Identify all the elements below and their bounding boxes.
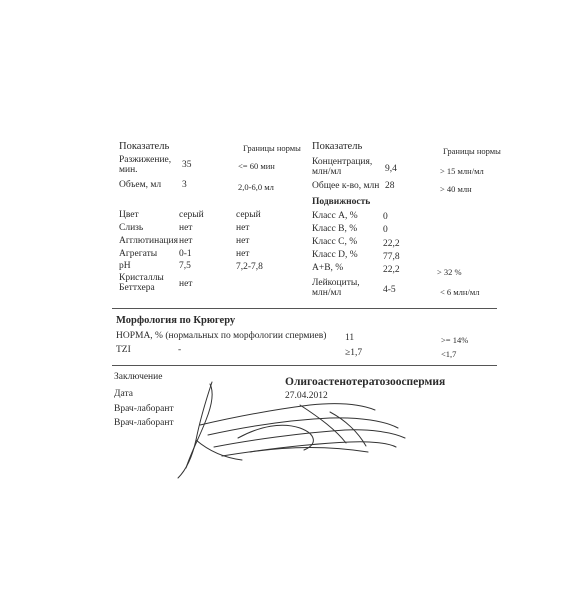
right-norm-header: Границы нормы [443, 146, 501, 156]
concentration-norm: > 15 млн/мл [440, 166, 484, 176]
a-plus-b-label: A+B, % [312, 263, 344, 273]
leukocytes-label: Лейкоциты, [312, 278, 360, 288]
class-a-value: 0 [383, 212, 388, 222]
concentration-value: 9,4 [385, 164, 397, 174]
class-c-value: 22,2 [383, 239, 400, 249]
norma-norm: >= 14% [441, 335, 469, 345]
agglutination-norm: нет [236, 236, 250, 246]
class-d-value: 77,8 [383, 252, 400, 262]
motility-title: Подвижность [312, 197, 371, 207]
volume-value: 3 [182, 180, 187, 190]
liquefaction-value: 35 [182, 160, 192, 170]
mucus-value: нет [179, 223, 193, 233]
class-c-label: Класс С, % [312, 237, 358, 247]
color-norm: серый [236, 210, 261, 220]
concentration-label-unit: млн/мл [312, 167, 342, 177]
leukocytes-label-unit: млн/мл [312, 288, 342, 298]
date-value: 27.04.2012 [285, 391, 328, 401]
norma-label: НОРМА, % (нормальных по морфологии спермиев) [116, 331, 327, 341]
lab-technician-label-1: Врач-лаборант [114, 404, 174, 414]
aggregates-norm: нет [236, 249, 250, 259]
total-count-value: 28 [385, 181, 395, 191]
ph-value: 7,5 [179, 261, 191, 271]
color-label: Цвет [119, 210, 139, 220]
tzi-norm: <1,7 [441, 349, 457, 359]
agglutination-value: нет [179, 236, 193, 246]
leukocytes-value: 4-5 [383, 285, 396, 295]
left-norm-header: Границы нормы [243, 143, 301, 153]
morphology-title: Морфология по Крюгеру [116, 315, 236, 326]
class-d-label: Класс D, % [312, 250, 358, 260]
tzi-value-prefix: - [178, 345, 182, 355]
agglutination-label: Агглютинация [119, 236, 178, 246]
total-count-label: Общее к-во, млн [312, 181, 380, 191]
mucus-norm: нет [236, 223, 250, 233]
mucus-label: Слизь [119, 223, 144, 233]
liquefaction-label-unit: мин. [119, 165, 138, 175]
aggregates-value: 0-1 [179, 249, 192, 259]
norma-value: 11 [345, 333, 355, 343]
class-b-label: Класс В, % [312, 224, 358, 234]
concentration-label: Концентрация, [312, 157, 373, 167]
conclusion-label: Заключение [114, 372, 163, 382]
liquefaction-label: Разжижение, [119, 155, 172, 165]
volume-norm: 2,0-6,0 мл [238, 182, 274, 192]
tzi-value: ≥1,7 [345, 348, 363, 358]
conclusion-value: Олигоастенотератозооспермия [285, 376, 446, 388]
a-plus-b-norm: > 32 % [437, 267, 462, 277]
crystals-label-2: Беттхера [119, 283, 155, 293]
date-label: Дата [114, 389, 133, 399]
leukocytes-norm: < 6 млн/мл [440, 287, 480, 297]
tzi-label: TZI [116, 345, 131, 355]
left-param-header: Показатель [119, 141, 170, 152]
total-count-norm: > 40 млн [440, 184, 472, 194]
volume-label: Объем, мл [119, 180, 162, 190]
crystals-value: нет [179, 279, 193, 289]
color-value: серый [179, 210, 204, 220]
ph-label: pH [119, 261, 131, 271]
class-b-value: 0 [383, 225, 388, 235]
ph-norm: 7,2-7,8 [236, 262, 263, 272]
crystals-label: Кристаллы [119, 273, 164, 283]
right-param-header: Показатель [312, 141, 363, 152]
aggregates-label: Агрегаты [119, 249, 158, 259]
lab-technician-label-2: Врач-лаборант [114, 418, 174, 428]
a-plus-b-value: 22,2 [383, 265, 400, 275]
class-a-label: Класс А, % [312, 211, 358, 221]
liquefaction-norm: <= 60 мин [238, 161, 275, 171]
